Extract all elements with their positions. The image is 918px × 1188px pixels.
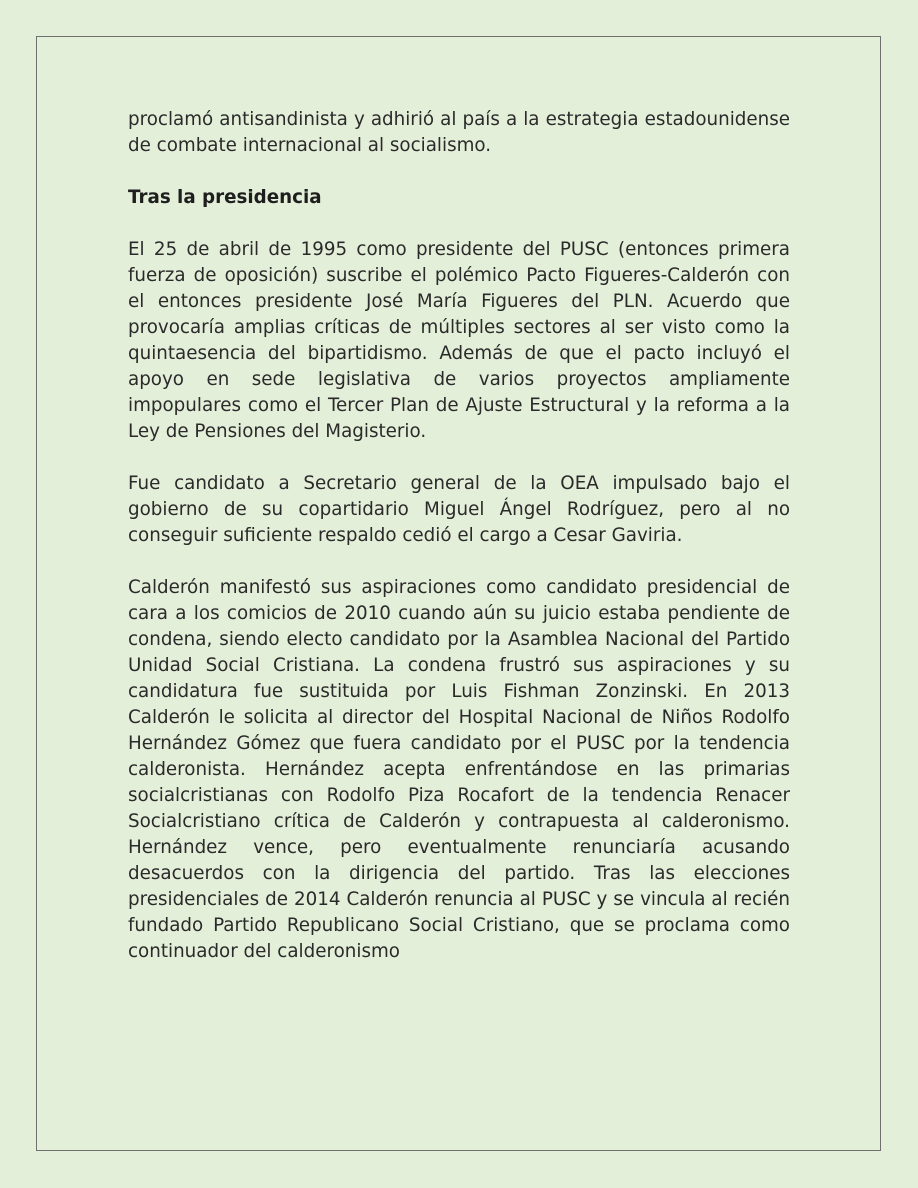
paragraph-intro: proclamó antisandinista y adhirió al país a la estrategia estadounidense de combate internacional al socialismo. [128,109,790,156]
document-body [128,107,790,965]
paragraph-pacto: El 25 de abril de 1995 como presidente del PUSC (entonces primera fuerza de oposición) suscribe el polémico Pacto Figueres-Calderón con el entonces presidente José María Figueres del PLN. Acuerdo que provocaría amplias críticas de múltiples sectores al ser visto como la quintaesencia del bipartidismo. Además de que el pacto incluyó el apoyo en sede legislativa de varios proyectos ampliamente impopulares como el Tercer Plan de Ajuste Estructural y la reforma a la Ley de Pensiones del Magisterio. [128,239,790,442]
paragraph-oea: Fue candidato a Secretario general de la OEA impulsado bajo el gobierno de su copartidario Miguel Ángel Rodríguez, pero al no conseguir suficiente respaldo cedió el cargo a Cesar Gaviria. [128,473,790,546]
section-heading: Tras la presidencia [128,187,322,208]
paragraph-candidatura: Calderón manifestó sus aspiraciones como candidato presidencial de cara a los comicios de 2010 cuando aún su juicio estaba pendiente de condena, siendo electo candidato por la Asamblea Nacional del Partido Unidad Social Cristiana. La condena frustró sus aspiraciones y su candidatura fue sustituida por Luis Fishman Zonzinski. En 2013 Calderón le solicita al director del Hospital Nacional de Niños Rodolfo Hernández Gómez que fuera candidato por el PUSC por la tendencia calderonista. Hernández acepta enfrentándose en las primarias socialcristianas con Rodolfo Piza Rocafort de la tendencia Renacer Socialcristiano crítica de Calderón y contrapuesta al calderonismo. Hernández vence, pero eventualmente renunciaría acusando desacuerdos con la dirigencia del partido. Tras las elecciones presidenciales de 2014 Calderón renuncia al PUSC y se vincula al recién fundado Partido Republicano Social Cristiano, que se proclama como continuador del calderonismo [128,577,790,962]
